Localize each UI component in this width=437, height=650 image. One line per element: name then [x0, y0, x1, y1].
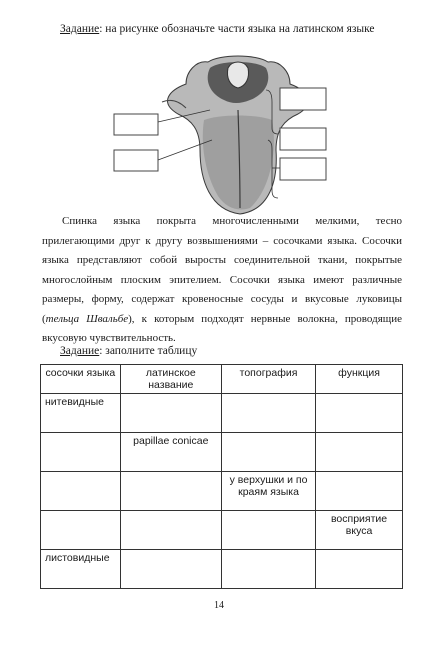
- task-instruction-table: [60, 345, 197, 357]
- table-cell[interactable]: восприятие вкуса: [316, 511, 403, 550]
- table-cell[interactable]: [120, 472, 221, 511]
- tongue-figure: [100, 50, 340, 220]
- papillae-table: [40, 364, 403, 589]
- table-cell[interactable]: [120, 394, 221, 433]
- paragraph-text-2: ), к которым подходят нервные волокна, проводящие вкусовую чувствительность.: [42, 312, 402, 344]
- table-cell[interactable]: листовидные: [41, 550, 121, 589]
- header-topography: топография: [221, 365, 315, 394]
- table-cell[interactable]: [316, 550, 403, 589]
- table-cell[interactable]: [41, 472, 121, 511]
- table-row: [41, 550, 403, 589]
- answer-box-left-2[interactable]: [114, 150, 158, 171]
- table-row: [41, 433, 403, 472]
- table-cell[interactable]: нитевидные: [41, 394, 121, 433]
- table-cell[interactable]: [41, 433, 121, 472]
- task-instruction-figure: [60, 23, 375, 35]
- answer-box-right-1[interactable]: [280, 88, 326, 110]
- table-row: [41, 394, 403, 433]
- paragraph-text-1: Спинка языка покрыта многочисленными мелкими, тесно прилегающими друг к другу возвышениями – сосочками языка. Сосочки языка представляют собой выросты соединительной ткани, покрытые многослойным плоским эпителием. Сосочки языка имеют различные размеры, форму, содержат кровеносные сосуды и вкусовые луковицы (: [42, 215, 402, 325]
- table-cell[interactable]: [120, 511, 221, 550]
- table-cell[interactable]: [221, 511, 315, 550]
- text-paragraph: [42, 212, 402, 349]
- answer-box-right-3[interactable]: [280, 158, 326, 180]
- paragraph-italic: тельца Швальбе: [45, 312, 129, 325]
- table-cell[interactable]: [41, 511, 121, 550]
- table-row: [41, 511, 403, 550]
- header-papillae: сосочки языка: [41, 365, 121, 394]
- task-text: : на рисунке обозначьте части языка на латинском языке: [99, 23, 375, 35]
- table-cell[interactable]: papillae conicae: [120, 433, 221, 472]
- table-cell[interactable]: [316, 472, 403, 511]
- table-cell[interactable]: [120, 550, 221, 589]
- page-number: 14: [214, 600, 224, 611]
- table-cell[interactable]: [221, 433, 315, 472]
- header-latin-name: латинское название: [120, 365, 221, 394]
- answer-box-left-1[interactable]: [114, 114, 158, 135]
- table-cell[interactable]: [316, 433, 403, 472]
- table-row: [41, 472, 403, 511]
- table-cell[interactable]: у верхушки и по краям языка: [221, 472, 315, 511]
- task-label: Задание: [60, 23, 100, 35]
- header-function: функция: [316, 365, 403, 394]
- task2-label: Задание: [60, 345, 100, 357]
- table-cell[interactable]: [221, 394, 315, 433]
- table-cell[interactable]: [221, 550, 315, 589]
- task2-text: : заполните таблицу: [99, 345, 198, 357]
- table-header-row: [41, 365, 403, 394]
- answer-box-right-2[interactable]: [280, 128, 326, 150]
- table-cell[interactable]: [316, 394, 403, 433]
